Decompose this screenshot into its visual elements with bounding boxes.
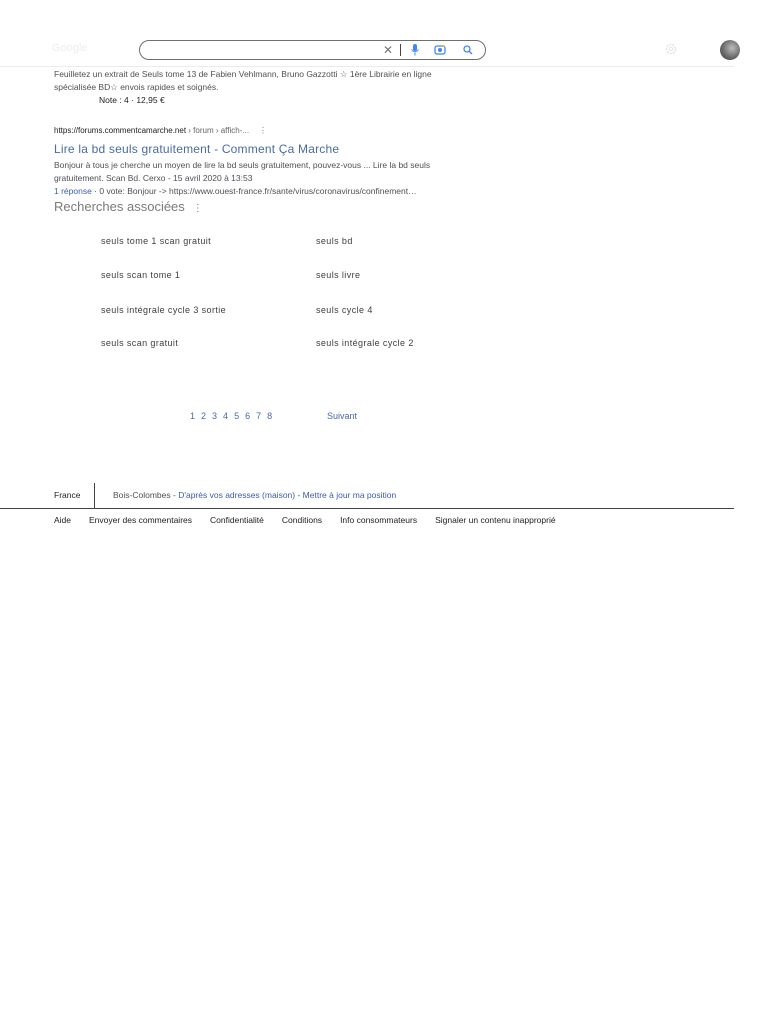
footer-link-privacy[interactable]: Confidentialité — [210, 515, 264, 525]
page-link[interactable]: 2 — [201, 411, 207, 421]
result-snippet: Feuilletez un extrait de Seuls tome 13 de Fabien Vehlmann, Bruno Gazzotti ☆ 1ère Librairie en ligne spécialisée BD☆ envois rapides et soignés. — [54, 69, 432, 92]
search-input[interactable] — [152, 43, 381, 59]
related-search-link[interactable]: seuls intégrale cycle 2 — [316, 338, 414, 348]
next-page-link[interactable]: Suivant — [327, 411, 358, 421]
related-search-link[interactable]: seuls bd — [316, 236, 353, 246]
footer-country: France — [54, 490, 81, 500]
footer-location-bar — [0, 483, 734, 509]
location-source-link[interactable]: D'après vos adresses (maison) — [178, 490, 296, 500]
cite-url: https://forums.commentcamarche.net — [54, 126, 187, 135]
search-icon[interactable] — [462, 44, 474, 56]
result-rating: Note : 4 · 12,95 € — [99, 95, 165, 105]
footer-link-terms[interactable]: Conditions — [281, 515, 323, 525]
footer-link-consumer-info[interactable]: Info consommateurs — [340, 515, 418, 525]
related-search-link[interactable]: seuls livre — [316, 270, 361, 280]
reply-link[interactable]: 1 réponse — [54, 186, 92, 196]
page-link[interactable]: 4 — [223, 411, 229, 421]
pagination — [190, 411, 278, 421]
gear-icon[interactable] — [664, 42, 678, 56]
update-location-link[interactable]: Mettre à jour ma position — [302, 490, 397, 500]
lens-icon[interactable] — [434, 44, 446, 56]
result-snippet: Bonjour à tous je cherche un moyen de lire la bd seuls gratuitement, pouvez-vous ... Lire la bd seuls gratuitement. Scan Bd. Cerxo - 15 avril 2020 à 13:53 — [54, 160, 431, 183]
more-options-icon[interactable]: ⋮ — [192, 203, 203, 214]
page-link[interactable]: 1 — [190, 411, 196, 421]
result-title-link[interactable]: Lire la bd seuls gratuitement - Comment Ça Marche — [54, 142, 340, 156]
footer-link-help[interactable]: Aide — [54, 515, 72, 525]
related-search-link[interactable]: seuls tome 1 scan gratuit — [101, 236, 212, 246]
footer-location: Bois-Colombes - D'après vos adresses (maison) - Mettre à jour ma position — [113, 490, 397, 500]
footer-links — [54, 515, 574, 525]
page-link[interactable]: 7 — [256, 411, 262, 421]
cite-path: › forum › affich-... — [186, 126, 250, 135]
related-search-link[interactable]: seuls scan tome 1 — [101, 270, 181, 280]
page-link[interactable]: 6 — [245, 411, 251, 421]
footer-divider — [94, 483, 95, 508]
more-options-icon[interactable]: ⋮ — [259, 126, 268, 135]
related-search-link[interactable]: seuls cycle 4 — [316, 305, 373, 315]
clear-icon[interactable]: ✕ — [383, 43, 394, 57]
mic-icon[interactable] — [410, 44, 420, 56]
page-link[interactable]: 8 — [267, 411, 273, 421]
location-name: Bois-Colombes — [113, 490, 171, 500]
footer-link-report[interactable]: Signaler un contenu inapproprié — [435, 515, 556, 525]
avatar[interactable] — [720, 40, 740, 60]
page-link[interactable]: 5 — [234, 411, 240, 421]
related-search-link[interactable]: seuls intégrale cycle 3 sortie — [101, 305, 227, 315]
related-searches-title — [54, 199, 203, 214]
result-cite[interactable] — [54, 126, 267, 135]
searchbox-divider — [400, 44, 401, 56]
search-header — [0, 30, 734, 67]
related-search-link[interactable]: seuls scan gratuit — [101, 338, 179, 348]
page-link[interactable]: 3 — [212, 411, 218, 421]
search-box[interactable] — [139, 40, 486, 60]
google-logo[interactable]: Google — [52, 42, 88, 54]
footer-link-feedback[interactable]: Envoyer des commentaires — [89, 515, 193, 525]
related-title-text: Recherches associées — [54, 199, 185, 214]
result-meta-text: · 0 vote: Bonjour -> https://www.ouest-france.fr/sante/virus/coronavirus/confinement… — [91, 186, 417, 196]
result-meta — [54, 186, 417, 196]
